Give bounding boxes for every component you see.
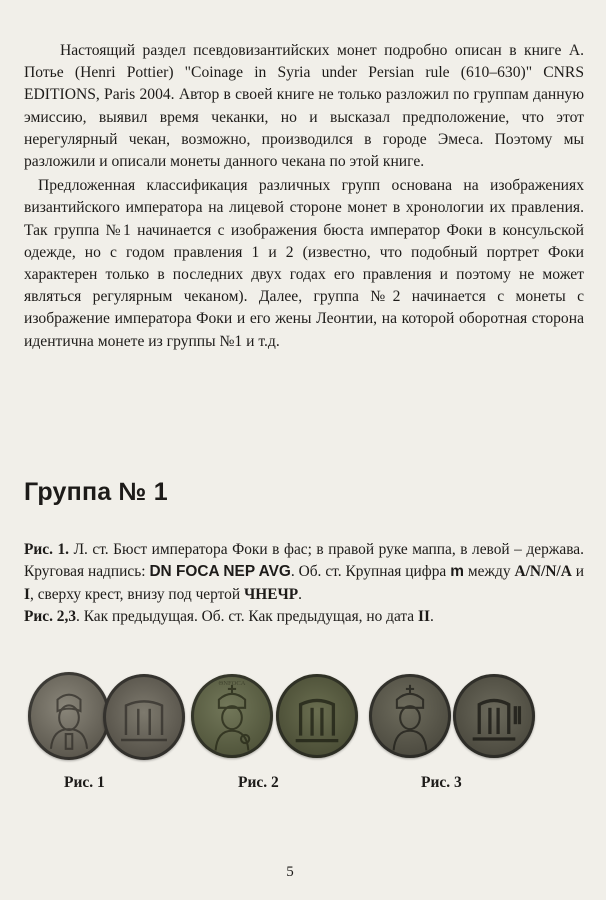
fig1-text-f: .: [298, 585, 303, 603]
fig1-text-a: Л. ст. Бюст императора Фоки в фас; в правой руке маппа, в левой – держава. Круговая надпись:: [24, 541, 584, 581]
figure-descriptions: [24, 539, 584, 629]
caption-fig2: Рис. 2: [238, 774, 279, 791]
intro-text: [24, 40, 584, 353]
fig23-text-a: . Как предыдущая. Об. ст. Как предыдущая, но дата: [76, 608, 418, 626]
coin2-reverse-image: [276, 674, 358, 758]
fig1-label: Рис. 1.: [24, 541, 70, 558]
coin1-obverse-image: [28, 672, 110, 760]
page-number: 5: [286, 864, 294, 880]
fig23-date: II: [417, 608, 430, 626]
fig1-legend: DN FOCA NEP AVG: [149, 563, 291, 581]
fig1-description: [24, 539, 584, 606]
coin1-reverse-image: [103, 674, 185, 760]
coin2-obverse-image: [191, 674, 273, 758]
fig23-text-b: .: [429, 608, 434, 626]
fig1-exergue: ЧНЕЧР: [243, 585, 299, 603]
fig23-description: [24, 606, 584, 628]
caption-fig3: Рис. 3: [421, 774, 462, 791]
fig23-label: Рис. 2,3: [24, 608, 77, 626]
caption-fig1: Рис. 1: [64, 774, 105, 791]
fig1-letters: A/N/N/A: [514, 563, 572, 581]
fig1-text-d: и: [571, 563, 585, 581]
fig1-text-b: . Об. ст. Крупная цифра: [290, 563, 451, 581]
fig1-year: I: [24, 585, 30, 603]
intro-paragraph-1: Настоящий раздел псевдовизантийских монет подробно описан в книге А. Потье (Henri Pottier) "Coinage in Syria under Persian rule (610–630)" CNRS EDITIONS, Paris 2004. Автор в своей книге не только разложил по группам данную эмиссию, выявил время чеканки, но и высказал предположение, что этот нерегулярный чекан, возможно, производился в городе Эмеса. Поэтому мы разложили и описали монеты данного чекана по этой книге.: [24, 42, 584, 171]
fig1-text-c: между: [463, 563, 515, 581]
svg-text:ΘNFOCA: ΘNFOCA: [218, 679, 246, 687]
coin3-reverse-image: [453, 674, 535, 758]
intro-paragraph-2: Предложенная классификация различных групп основана на изображениях византийского императора на лицевой стороне монет в хронологии их правления. Так группа №1 начинается с изображения бюста император Фоки в консульской одежде, но с годом правления 1 и 2 (известно, что подобный портрет Фоки характерен только в последних двух годах его правления и поэтому не может являться регулярным чеканом). Далее, группа №2 начинается с монеты с изображение императора Фоки и его жены Леонтии, на которой оборотная сторона идентична монете из группы №1 и т.д.: [24, 177, 584, 350]
group-title: Группа № 1: [24, 478, 168, 506]
fig1-denomination: m: [450, 563, 464, 581]
coin3-obverse-image: [369, 674, 451, 758]
fig1-text-e: , сверху крест, внизу под чертой: [30, 585, 244, 603]
coin-photos: [0, 668, 606, 778]
